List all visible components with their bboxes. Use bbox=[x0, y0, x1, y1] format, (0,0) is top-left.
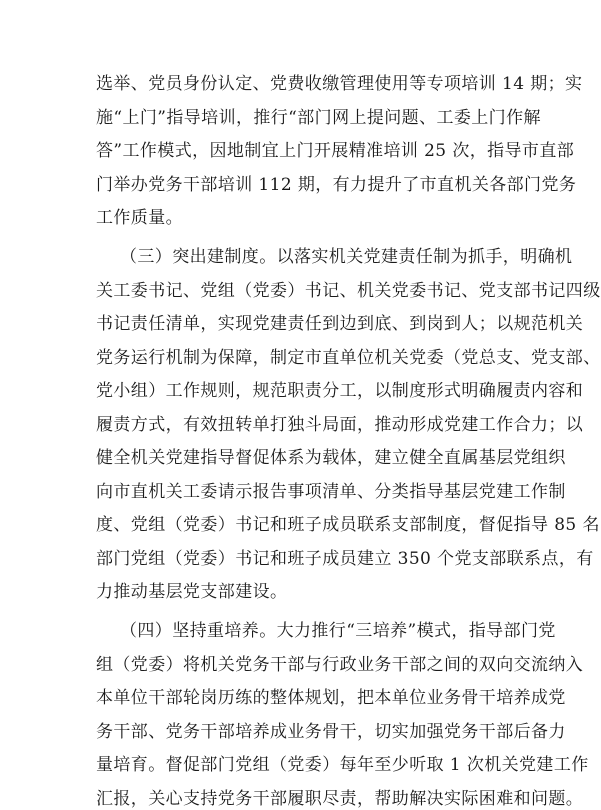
paragraph-line: 党小组）工作规则，规范职责分工，以制度形式明确履责内容和 bbox=[96, 381, 584, 401]
paragraph-line: 务干部、党务干部培养成业务骨干，切实加强党务干部后备力 bbox=[96, 722, 566, 742]
paragraph-line: 组（党委）将机关党务干部与行政业务干部之间的双向交流纳入 bbox=[96, 655, 584, 675]
paragraph-line: 汇报，关心支持党务干部履职尽责，帮助解决实际困难和问题。 bbox=[96, 789, 584, 809]
paragraph-line: 选举、党员身份认定、党费收缴管理使用等专项培训 14 期；实 bbox=[96, 74, 583, 94]
paragraph-line: 答”工作模式，因地制宜上门开展精准培训 25 次，指导市直部 bbox=[96, 141, 575, 161]
paragraph-line: 本单位干部轮岗历练的整体规划，把本单位业务骨干培养成党 bbox=[96, 688, 566, 708]
paragraph-line: 度、党组（党委）书记和班子成员联系支部制度，督促指导 85 名 bbox=[96, 515, 600, 535]
paragraph-line: 力推动基层党支部建设。 bbox=[96, 582, 288, 602]
paragraph-line: 健全机关党建指导督促体系为载体，建立健全直属基层党组织 bbox=[96, 448, 566, 468]
paragraph-line: 党务运行机制为保障，制定市直单位机关党委（党总支、党支部、 bbox=[96, 348, 601, 368]
paragraph-line: 工作质量。 bbox=[96, 208, 183, 228]
paragraph-line: 部门党组（党委）书记和班子成员建立 350 个党支部联系点，有 bbox=[96, 549, 594, 569]
paragraph-line: 向市直机关工委请示报告事项清单、分类指导基层党建工作制 bbox=[96, 482, 566, 502]
paragraph-line: 施“上门”指导培训，推行“部门网上提问题、工委上门作解 bbox=[96, 108, 541, 128]
paragraph-line: 关工委书记、党组（党委）书记、机关党委书记、党支部书记四级 bbox=[96, 281, 601, 301]
paragraph-line: 履责方式，有效扭转单打独斗局面，推动形成党建工作合力；以 bbox=[96, 415, 584, 435]
paragraph-line: （四）坚持重培养。大力推行“三培养”模式，指导部门党 bbox=[120, 621, 556, 641]
paragraph-line: 量培育。督促部门党组（党委）每年至少听取 1 次机关党建工作 bbox=[96, 755, 589, 775]
paragraph-line: （三）突出建制度。以落实机关党建责任制为抓手，明确机 bbox=[120, 247, 573, 267]
paragraph-line: 书记责任清单，实现党建责任到边到底、到岗到人；以规范机关 bbox=[96, 314, 584, 334]
paragraph-line: 门举办党务干部培训 112 期，有力提升了市直机关各部门党务 bbox=[96, 175, 577, 195]
